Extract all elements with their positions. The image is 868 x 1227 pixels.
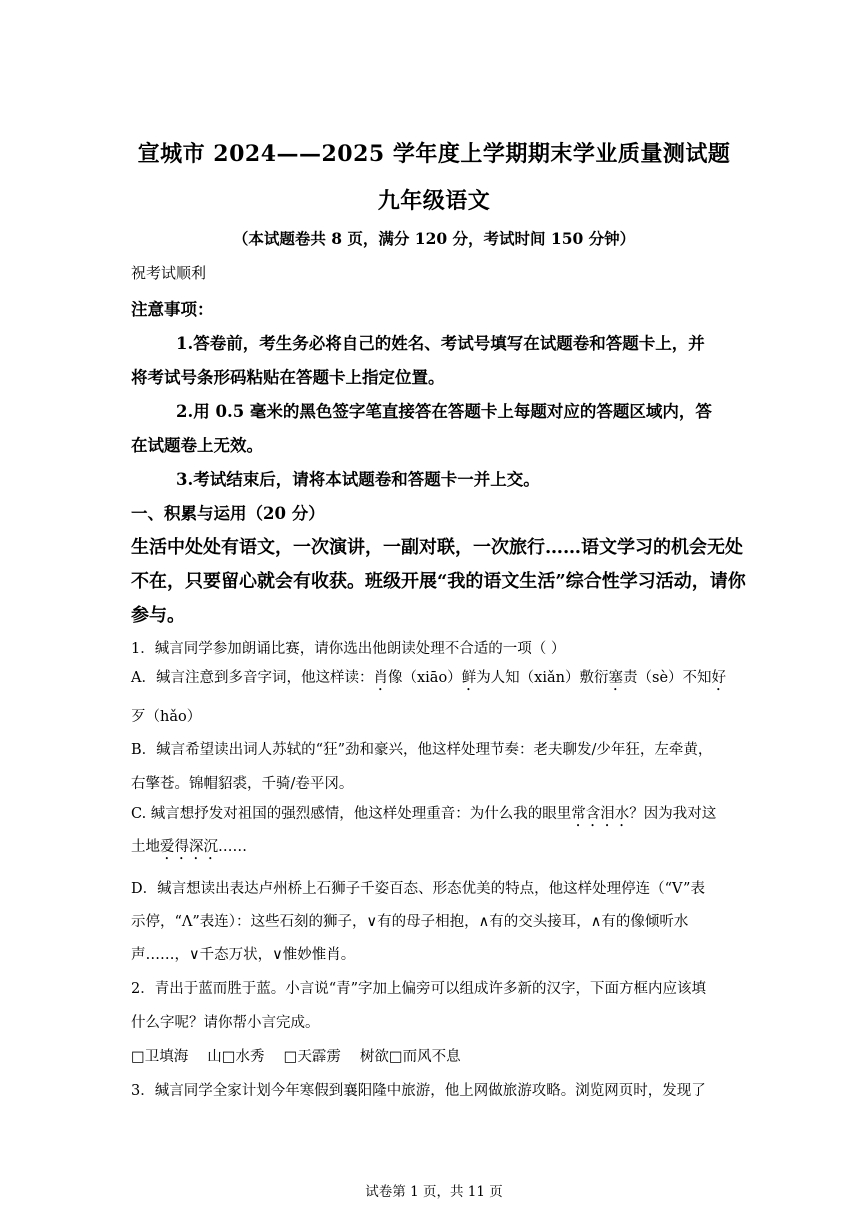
option-c-text: C. 缄言想抒发对祖国的强烈感情，他这样处理重音：为什么我的眼里 xyxy=(131,806,572,822)
question-3-line-1: 3．缄言同学全家计划今年寒假到襄阳隆中旅游，他上网做旅游攻略。浏览网页时，发现了 xyxy=(131,1083,706,1099)
option-a-text: 像（xiāo） xyxy=(387,670,462,686)
question-1-option-c-line-2 xyxy=(131,835,247,863)
notice-heading: 注意事项： xyxy=(131,300,214,319)
question-1-option-d-line-1: D．缄言想读出表达卢州桥上石狮子千姿百态、形态优美的特点，他这样处理停连（“V”表 xyxy=(131,881,705,897)
notice-item-2-line-2: 在试题卷上无效。 xyxy=(131,436,263,455)
option-a-text: 为人知（xiǎn）敷衍 xyxy=(476,670,609,686)
exam-info: （本试题卷共 8 页，满分 120 分，考试时间 150 分钟） xyxy=(232,229,636,248)
notice-item-1-line-2: 将考试号条形码粘贴在答题卡上指定位置。 xyxy=(131,368,445,387)
option-a-text: 责（sè）不知 xyxy=(623,670,712,686)
dotted-char: 好 xyxy=(711,670,727,686)
emphasis-words: 常含泪水 xyxy=(571,806,630,822)
exam-grade-subject: 九年级语文 xyxy=(377,188,491,214)
section-1-intro-line-1: 生活中处处有语文，一次演讲，一副对联，一次旅行……语文学习的机会无处 xyxy=(131,537,743,558)
option-c-text: …… xyxy=(218,839,247,855)
question-1-option-d-line-3: 声……，∨千态万状，∨惟妙惟肖。 xyxy=(131,947,356,963)
question-1-stem: 1．缄言同学参加朗诵比赛，请你选出他朗读处理不合适的一项（ ） xyxy=(131,641,566,657)
greeting: 祝考试顺利 xyxy=(131,264,207,282)
option-c-text: ？因为我对这 xyxy=(629,806,717,822)
dotted-char: 肖 xyxy=(373,670,388,686)
option-c-text: 土地 xyxy=(131,839,160,855)
question-1-option-b-line-1: B．缄言希望读出词人苏轼的“狂”劲和豪兴，他这样处理节奏：老夫聊发/少年狂，左牵黄， xyxy=(131,742,713,758)
question-2-line-2: 什么字呢？请你帮小言完成。 xyxy=(131,1015,320,1031)
page-footer: 试卷第 1 页，共 11 页 xyxy=(365,1184,503,1200)
notice-item-1-line-1: 1.答卷前，考生务必将自己的姓名、考试号填写在试题卷和答题卡上，并 xyxy=(176,334,705,353)
notice-item-3: 3.考试结束后，请将本试题卷和答题卡一并上交。 xyxy=(176,470,540,489)
notice-item-2-line-1: 2.用 0.5 毫米的黑色签字笔直接答在答题卡上每题对应的答题区域内，答 xyxy=(176,402,712,421)
section-1-heading: 一、积累与运用（20 分） xyxy=(131,504,325,523)
emphasis-words: 爱得深沉 xyxy=(160,839,218,855)
section-1-intro-line-2: 不在，只要留心就会有收获。班级开展“我的语文生活”综合性学习活动，请你 xyxy=(131,571,746,592)
question-2-line-1: 2．青出于蓝而胜于蓝。小言说“青”字加上偏旁可以组成许多新的汉字，下面方框内应该填 xyxy=(131,981,707,997)
exam-title: 宣城市 2024——2025 学年度上学期期末学业质量测试题 xyxy=(137,141,731,167)
question-1-option-a-line-2: 歹（hǎo） xyxy=(131,709,202,725)
dotted-char: 塞 xyxy=(608,670,623,686)
dotted-char: 鲜 xyxy=(461,670,477,686)
question-1-option-c-line-1 xyxy=(131,802,716,830)
question-1-option-b-line-2: 右擎苍。锦帽貂裘，千骑/卷平冈。 xyxy=(131,776,354,792)
question-1-option-d-line-2: 示停，“Λ”表连）：这些石刻的狮子，∨有的母子相抱，∧有的交头接耳，∧有的像倾听水 xyxy=(131,914,689,930)
question-1-option-a-line-1 xyxy=(131,666,726,694)
section-1-intro-line-3: 参与。 xyxy=(131,605,185,626)
question-2-line-3: □卫填海 山□水秀 □天霹雳 树欲□而风不息 xyxy=(131,1049,461,1065)
option-a-text: A．缄言注意到多音字词，他这样读： xyxy=(131,670,374,686)
